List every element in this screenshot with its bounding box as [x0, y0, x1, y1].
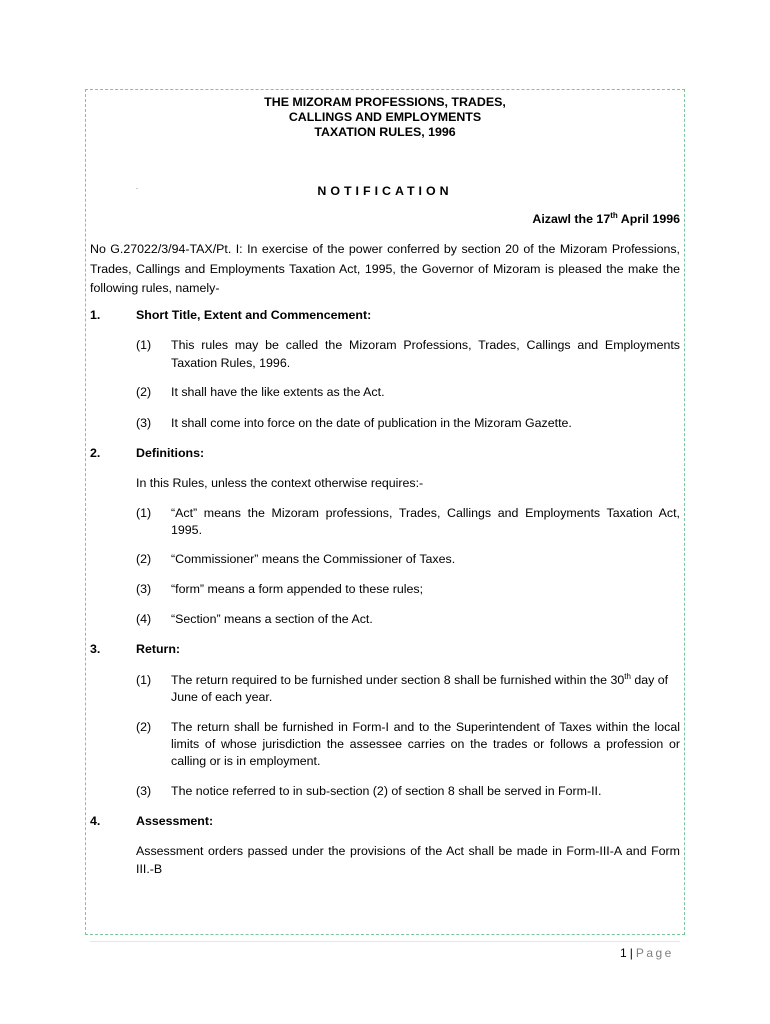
- rule-2-1-line-2: 1995.: [171, 523, 203, 537]
- rule-3-2-line-3: calling or is in employment.: [171, 754, 321, 768]
- section-2-heading: Definitions:: [136, 446, 205, 460]
- rule-1-2-text: It shall have the like extents as the Act.: [171, 385, 385, 399]
- section-4-line-2: III.-B: [136, 862, 163, 876]
- section-4-line-1: Assessment orders passed under the provisions of the Act shall be made in Form-III-A and Form: [136, 844, 680, 858]
- section-1-number: 1.: [90, 308, 101, 322]
- rule-2-3-text: “form” means a form appended to these rules;: [171, 582, 424, 596]
- section-2-intro: In this Rules, unless the context otherwise requires:-: [136, 476, 424, 490]
- preamble-line-3: following rules, namely-: [90, 281, 220, 295]
- rule-1-1-line-1: This rules may be called the Mizoram Professions, Trades, Callings and Employments: [171, 338, 680, 352]
- notification-heading: NOTIFICATION: [317, 184, 453, 198]
- dateline: Aizawl the 17th April 1996: [532, 210, 680, 226]
- rule-3-1-line-1: The return required to be furnished under section 8 shall be furnished within the 30th day of: [171, 671, 669, 687]
- rule-3-2-line-1: The return shall be furnished in Form-I and to the Superintendent of Taxes within the local: [171, 720, 680, 734]
- section-1-heading: Short Title, Extent and Commencement:: [136, 308, 372, 322]
- rule-3-2-line-2: limits of whose jurisdiction the assessee carries on the trades or follows a profession or: [171, 737, 680, 751]
- rule-1-1-number: (1): [136, 338, 152, 352]
- rule-1-1-line-2: Taxation Rules, 1996.: [171, 356, 291, 370]
- rule-2-4-number: (4): [136, 612, 152, 626]
- preamble-line-2: Trades, Callings and Employments Taxation Act, 1995, the Governor of Mizoram is pleased the make the: [90, 262, 680, 276]
- rule-1-3-text: It shall come into force on the date of publication in the Mizoram Gazette.: [171, 416, 572, 430]
- rule-2-2-text: “Commissioner” means the Commissioner of Taxes.: [171, 552, 456, 566]
- rule-2-1-number: (1): [136, 506, 152, 520]
- rule-1-3-number: (3): [136, 416, 152, 430]
- page-number: 1 | Page: [620, 946, 674, 960]
- section-3-number: 3.: [90, 642, 101, 656]
- rule-3-3-text: The notice referred to in sub-section (2) of section 8 shall be served in Form-II.: [171, 784, 602, 798]
- rule-3-1-number: (1): [136, 673, 152, 687]
- rule-3-1-line-2: June of each year.: [171, 690, 273, 704]
- preamble-line-1: No G.27022/3/94-TAX/Pt. I: In exercise of the power conferred by section 20 of the Mizoram Professions,: [90, 242, 680, 256]
- section-4-number: 4.: [90, 814, 101, 828]
- title-line-3: TAXATION RULES, 1996: [314, 125, 456, 139]
- section-2-number: 2.: [90, 446, 101, 460]
- rule-3-2-number: (2): [136, 720, 152, 734]
- rule-2-1-line-1: “Act” means the Mizoram professions, Trades, Callings and Employments Taxation Act,: [171, 506, 680, 520]
- section-3-heading: Return:: [136, 642, 181, 656]
- title-line-1: THE MIZORAM PROFESSIONS, TRADES,: [264, 95, 506, 109]
- rule-3-3-number: (3): [136, 784, 152, 798]
- rule-1-2-number: (2): [136, 385, 152, 399]
- footer-divider: [90, 941, 680, 942]
- section-4-heading: Assessment:: [136, 814, 214, 828]
- rule-2-2-number: (2): [136, 552, 152, 566]
- title-line-2: CALLINGS AND EMPLOYMENTS: [288, 110, 482, 124]
- rule-2-3-number: (3): [136, 582, 152, 596]
- rule-2-4-text: “Section” means a section of the Act.: [171, 612, 373, 626]
